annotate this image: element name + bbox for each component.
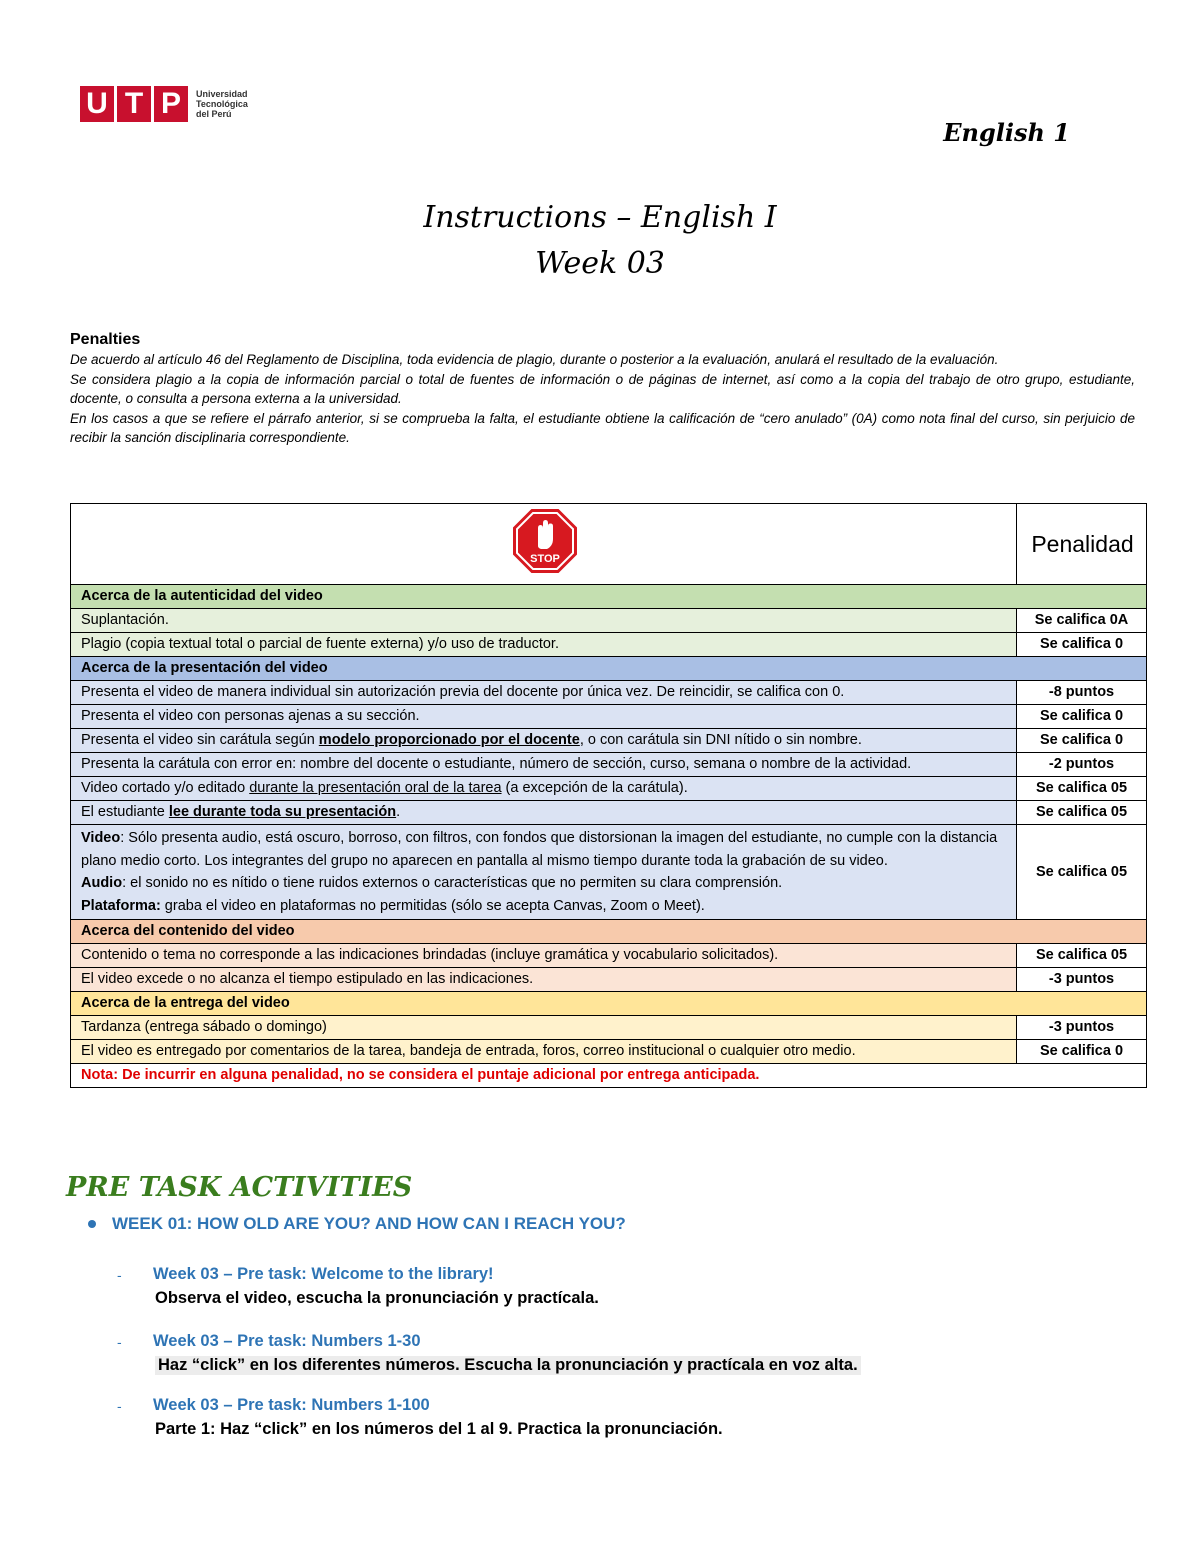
video-label: Video (81, 830, 121, 846)
table-row (71, 1040, 1147, 1064)
table-row (71, 1016, 1147, 1040)
pre-task-link-welcome-library[interactable]: Week 03 – Pre task: Welcome to the library! (153, 1265, 494, 1283)
penalty-table (70, 503, 1147, 1088)
penalty-description: Presenta el video con personas ajenas a su sección. (71, 705, 1017, 729)
penalty-value: Se califica 0 (1017, 705, 1147, 729)
logo-letter-u: U (80, 86, 114, 122)
penalty-description: El video excede o no alcanza el tiempo estipulado en las indicaciones. (71, 968, 1017, 992)
penalty-value: -3 puntos (1017, 968, 1147, 992)
penalty-value: Se califica 0 (1017, 1040, 1147, 1064)
logo-name-line: del Perú (196, 109, 232, 119)
table-row (71, 753, 1147, 777)
penalty-value: Se califica 0 (1017, 633, 1147, 657)
penalty-description (71, 801, 1017, 825)
section-presentation-title: Acerca de la presentación del video (71, 657, 1147, 681)
week01-title: WEEK 01: HOW OLD ARE YOU? AND HOW CAN I REACH YOU? (112, 1214, 626, 1233)
penalty-value: Se califica 05 (1017, 801, 1147, 825)
table-row (71, 729, 1147, 753)
logo-name-line: Tecnológica (196, 99, 248, 109)
table-row (71, 825, 1147, 920)
table-row (71, 801, 1147, 825)
penalty-value: Se califica 05 (1017, 777, 1147, 801)
text-fragment: El estudiante (81, 804, 169, 820)
logo-name-line: Universidad (196, 89, 248, 99)
table-row (71, 633, 1147, 657)
document-subtitle: Week 03 (535, 246, 665, 281)
section-authenticity-title: Acerca de la autenticidad del video (71, 585, 1147, 609)
underlined-text: durante la presentación oral de la tarea (249, 780, 502, 796)
table-row (71, 968, 1147, 992)
penalty-description: Presenta la carátula con error en: nombre del docente o estudiante, número de sección, curso, semana o nombre de la actividad. (71, 753, 1017, 777)
table-row (71, 944, 1147, 968)
table-row (71, 777, 1147, 801)
table-section-row (71, 657, 1147, 681)
utp-logo (80, 86, 248, 122)
stop-sign-icon (510, 506, 580, 576)
pre-task-description: Observa el video, escucha la pronunciación y practícala. (155, 1289, 599, 1307)
logo-letters (80, 86, 188, 122)
section-content-title: Acerca del contenido del video (71, 920, 1147, 944)
course-header: English 1 (943, 118, 1070, 147)
penalty-description (71, 777, 1017, 801)
penalty-description: Plagio (copia textual total o parcial de fuente externa) y/o uso de traductor. (71, 633, 1017, 657)
penalties-heading: Penalties (70, 331, 141, 348)
docente-model-link[interactable]: modelo proporcionado por el docente (318, 732, 580, 748)
table-section-row (71, 920, 1147, 944)
penalties-paragraph-3: En los casos a que se refiere el párrafo anterior, si se comprueba la falta, el estudiante obtiene la calificación de “cero anulado” (0A) como nota final del curso, sin perjuicio de recibir la sanción disciplinaria correspondiente. (70, 410, 1135, 445)
text-fragment: , o con carátula sin DNI nítido o sin nombre. (579, 732, 862, 748)
underlined-bold-text: lee durante toda su presentación (168, 804, 397, 820)
penalty-value: Se califica 05 (1017, 825, 1147, 920)
table-section-row (71, 585, 1147, 609)
dash-bullet-icon: - (117, 1398, 122, 1414)
penalty-value: Se califica 0 (1017, 729, 1147, 753)
penalties-section (70, 330, 1135, 448)
penalty-value: -8 puntos (1017, 681, 1147, 705)
penalty-description: Contenido o tema no corresponde a las indicaciones brindadas (incluye gramática y vocabulario solicitados). (71, 944, 1017, 968)
table-row (71, 609, 1147, 633)
penalty-value: -3 puntos (1017, 1016, 1147, 1040)
table-row (71, 705, 1147, 729)
dash-bullet-icon: - (117, 1267, 122, 1283)
pre-task-heading: PRE TASK ACTIVITIES (66, 1172, 413, 1203)
penalty-column-header: Penalidad (1017, 504, 1147, 585)
penalty-description: El video es entregado por comentarios de la tarea, bandeja de entrada, foros, correo institucional o cualquier otro medio. (71, 1040, 1017, 1064)
table-row (71, 681, 1147, 705)
section-delivery-title: Acerca de la entrega del video (71, 992, 1147, 1016)
penalty-description (71, 825, 1017, 920)
text-fragment: graba el video en plataformas no permitidas (sólo se acepta Canvas, Zoom o Meet). (160, 897, 705, 914)
text-fragment: Video cortado y/o editado (81, 780, 250, 796)
pre-task-link-numbers-1-100[interactable]: Week 03 – Pre task: Numbers 1-100 (153, 1396, 430, 1414)
dash-bullet-icon: - (117, 1334, 122, 1350)
table-note: Nota: De incurrir en alguna penalidad, no se considera el puntaje adicional por entrega anticipada. (71, 1064, 1147, 1088)
text-fragment: : Sólo presenta audio, está oscuro, borroso, con filtros, con fondos que distorsionan la imagen del estudiante, no cumple con la distancia plano medio corto. Los integrantes del grupo no aparecen en pantalla al mismo tiempo durante toda la grabación de su video. (81, 830, 998, 869)
text-fragment: Presenta el video sin carátula según (81, 732, 319, 748)
penalty-value: Se califica 05 (1017, 944, 1147, 968)
logo-letter-t: T (117, 86, 151, 122)
pre-task-description: Haz “click” en los diferentes números. Escucha la pronunciación y practícala en voz alta. (155, 1356, 861, 1375)
text-fragment: : el sonido no es nítido o tiene ruidos externos o características que no permiten su clara comprensión. (122, 875, 783, 891)
bullet-icon (88, 1220, 96, 1228)
logo-letter-p: P (154, 86, 188, 122)
penalty-description: Suplantación. (71, 609, 1017, 633)
text-fragment: (a excepción de la carátula). (501, 780, 688, 796)
text-fragment: . (396, 804, 401, 820)
table-note-row (71, 1064, 1147, 1088)
penalty-description: Tardanza (entrega sábado o domingo) (71, 1016, 1017, 1040)
week01-list-item (88, 1214, 626, 1234)
pre-task-link-numbers-1-30[interactable]: Week 03 – Pre task: Numbers 1-30 (153, 1332, 421, 1350)
logo-university-name (196, 89, 248, 119)
platform-label: Plataforma: (81, 897, 161, 914)
table-section-row (71, 992, 1147, 1016)
svg-text:STOP: STOP (529, 553, 560, 565)
stop-sign-cell (71, 504, 1017, 585)
penalty-value: Se califica 0A (1017, 609, 1147, 633)
penalties-paragraph-2: Se considera plagio a la copia de información parcial o total de fuentes de información o de páginas de internet, así como a la copia del trabajo de otro grupo, estudiante, docente, o consulta a persona externa a la universidad. (70, 371, 1135, 406)
pre-task-description: Parte 1: Haz “click” en los números del 1 al 9. Practica la pronunciación. (155, 1420, 723, 1438)
document-title: Instructions – English I (423, 200, 777, 235)
penalty-description (71, 729, 1017, 753)
penalties-paragraph-1: De acuerdo al artículo 46 del Reglamento de Disciplina, toda evidencia de plagio, durante o posterior a la evaluación, anulará el resultado de la evaluación. (70, 352, 999, 367)
table-header-row (71, 504, 1147, 585)
penalty-value: -2 puntos (1017, 753, 1147, 777)
penalty-description: Presenta el video de manera individual sin autorización previa del docente por única vez. De reincidir, se califica con 0. (71, 681, 1017, 705)
audio-label: Audio (81, 875, 123, 891)
